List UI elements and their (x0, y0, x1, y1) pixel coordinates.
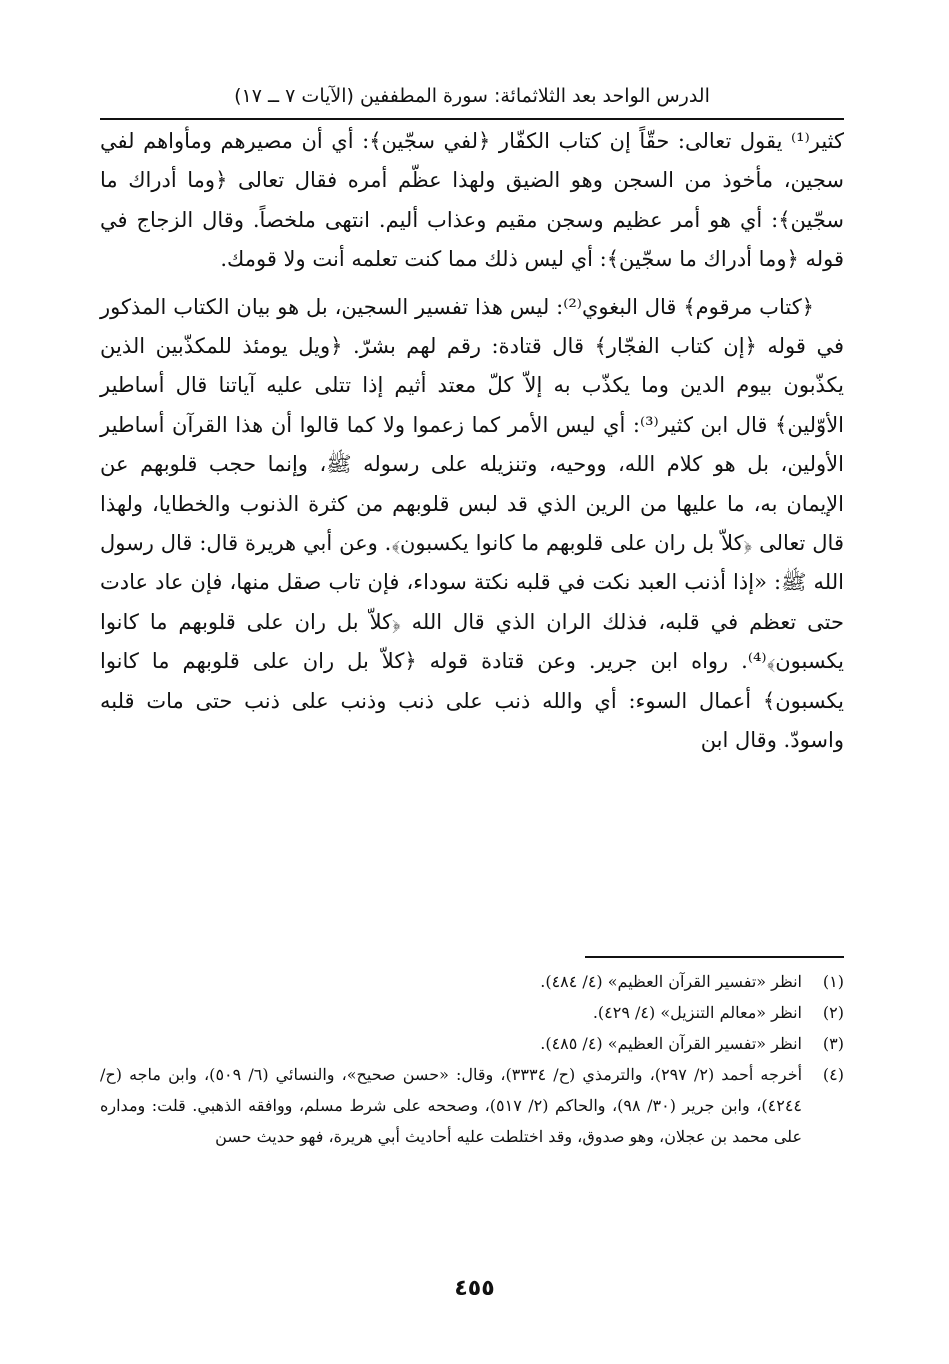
footnotes (100, 966, 844, 1152)
footnote-number: (٤) (822, 1065, 844, 1084)
main-text (100, 122, 844, 761)
footnote-number: (٣) (822, 1034, 844, 1053)
paragraph: كثير⁽¹⁾ يقول تعالى: حقّاً إن كتاب الكفّار ﴿لفي سجّين﴾: أي أن مصيرهم ومأواهم لفي سجين، مأخوذ من السجن وهو الضيق ولهذا عظّم أمره فقال تعالى ﴿وما أدراك ما سجّين﴾: أي هو أمر عظيم وسجن مقيم وعذاب أليم. انتهى ملخصاً. وقال الزجاج في قوله ﴿وما أدراك ما سجّين﴾: أي ليس ذلك مما كنت تعلمه أنت ولا قومك. (100, 129, 844, 272)
footnote-text: انظر «تفسير القرآن العظيم» (٤/ ٤٨٥). (540, 1034, 802, 1053)
footnote-divider (585, 956, 844, 958)
page-number: ٤٥٥ (454, 1276, 495, 1301)
paragraph: ﴿كتاب مرقوم﴾ قال البغوي⁽²⁾: ليس هذا تفسير السجين، بل هو بيان الكتاب المذكور في قوله ﴿إن كتاب الفجّار﴾ قال قتادة: رقم لهم بشرّ. ﴿ويل يومئذ للمكذّبين الذين يكذّبون بيوم الدين وما يكذّب به إلاّ كلّ معتد أثيم إذا تتلى عليه آياتنا قال أساطير الأوّلين﴾ قال ابن كثير⁽³⁾: أي ليس الأمر كما زعموا ولا كما قالوا أن هذا القرآن أساطير الأولين، بل هو كلام الله، ووحيه، وتنزيله على رسوله ﷺ، وإنما حجب قلوبهم عن الإيمان به، ما عليها من الرين الذي قد لبس قلوبهم من كثرة الذنوب والخطايا، ولهذا قال تعالى ﴿كلاّ بل ران على قلوبهم ما كانوا يكسبون﴾. وعن أبي هريرة قال: قال رسول الله ﷺ: «إذا أذنب العبد نكت في قلبه نكتة سوداء، فإن تاب صقل منها، فإن عاد عادت حتى تعظم في قلبه، فذلك الران الذي قال الله ﴿كلاّ بل ران على قلوبهم ما كانوا يكسبون﴾⁽⁴⁾. رواه ابن جرير. وعن قتادة قوله ﴿كلاّ بل ران على قلوبهم ما كانوا يكسبون﴾ أعمال السوء: أي والله ذنب على ذنب وذنب على ذنب حتى مات قلبه واسودّ. وقال ابن (100, 294, 845, 753)
header-divider (100, 118, 844, 120)
footnote (100, 997, 844, 1028)
footnote (100, 966, 844, 997)
footnote (100, 1059, 844, 1152)
footnote-number: (١) (822, 972, 844, 991)
footnote-number: (٢) (822, 1003, 844, 1022)
footnote-text: أخرجه أحمد (٢/ ٢٩٧)، والترمذي (ح/ ٣٣٣٤)، وقال: «حسن صحيح»، والنسائي (٦/ ٥٠٩)، وابن ماجه (ح/ ٤٢٤٤)، وابن جرير (٣٠/ ٩٨)، والحاكم (٢/ ٥١٧)، وصححه على شرط مسلم، ووافقه الذهبي. قلت: ومداره على محمد بن عجلان، وهو صدوق، وقد اختلطت عليه أحاديث أبي هريرة، فهو حديث حسن (100, 1065, 803, 1146)
footnote-text: انظر «معالم التنزيل» (٤/ ٤٢٩). (592, 1003, 802, 1022)
footnote-text: انظر «تفسير القرآن العظيم» (٤/ ٤٨٤). (540, 972, 802, 991)
footnote (100, 1028, 844, 1059)
running-header: الدرس الواحد بعد الثلاثمائة: سورة المطففين (الآيات ٧ ــ ١٧) (234, 85, 710, 107)
